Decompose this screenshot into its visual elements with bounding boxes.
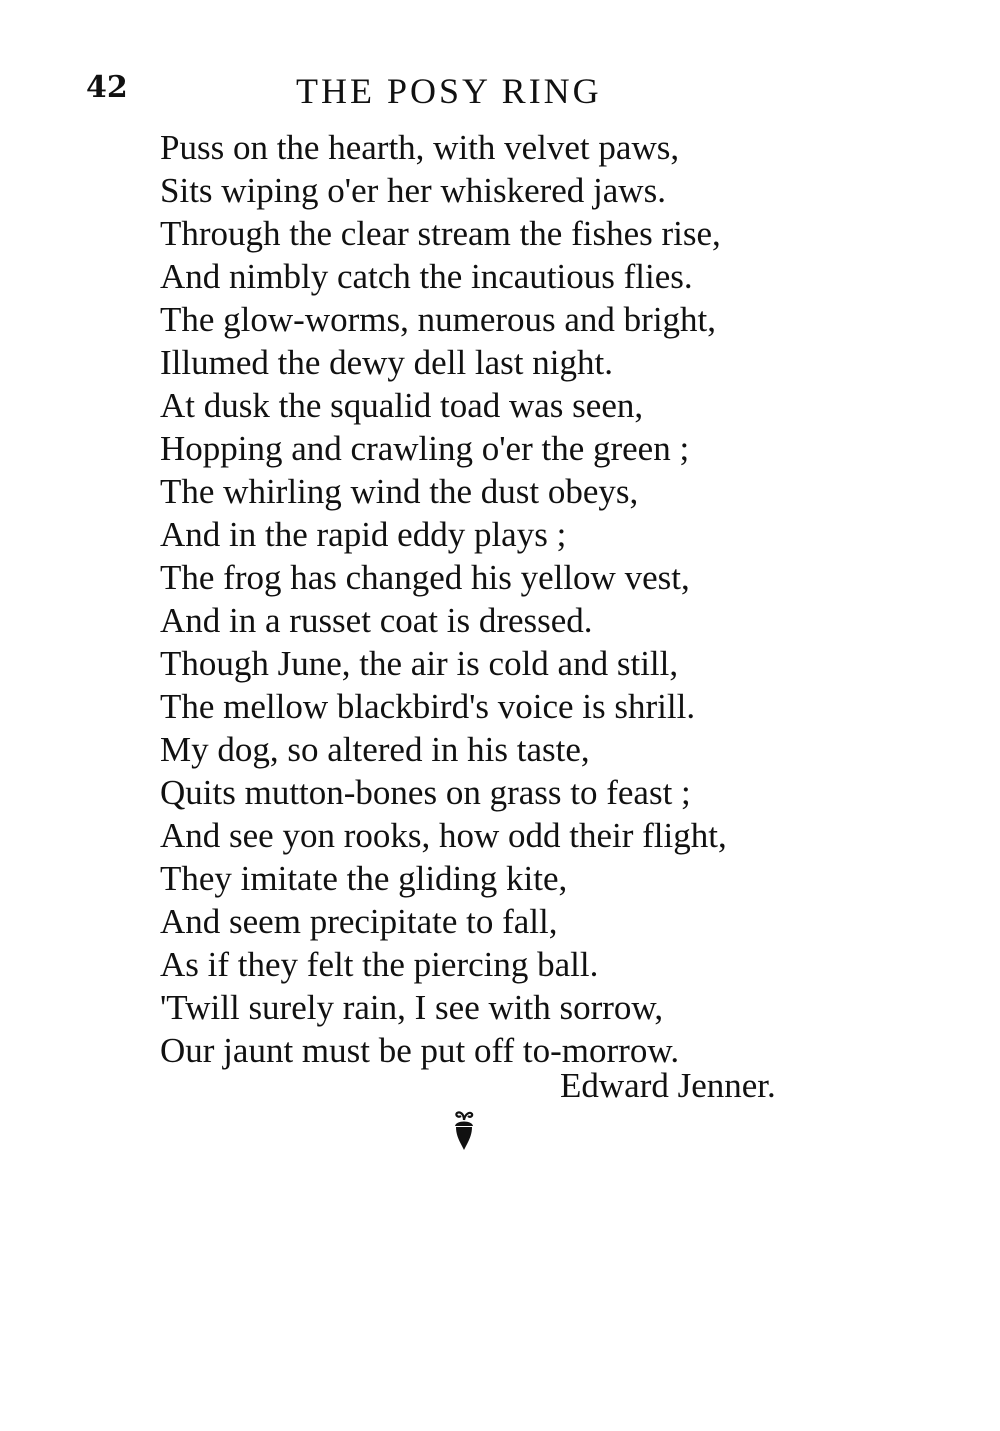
running-title: THE POSY RING: [296, 71, 602, 111]
poem-line: And nimbly catch the incautious flies.: [160, 257, 693, 296]
poem-line: And see yon rooks, how odd their flight,: [160, 816, 727, 855]
poem-line: Through the clear stream the fishes rise,: [160, 214, 721, 253]
poem-line: And seem precipitate to fall,: [160, 902, 558, 941]
poem-line: The whirling wind the dust obeys,: [160, 472, 639, 511]
acorn-fleuron-icon: [450, 1108, 478, 1152]
poem-line: Puss on the hearth, with velvet paws,: [160, 128, 680, 167]
page-number: 42: [86, 70, 128, 105]
poem-line: As if they felt the piercing ball.: [160, 945, 599, 984]
poem-author: Edward Jenner.: [560, 1066, 776, 1105]
poem-line: At dusk the squalid toad was seen,: [160, 386, 644, 425]
poem: [160, 126, 727, 1072]
poem-line: Our jaunt must be put off to-morrow.: [160, 1031, 680, 1070]
poem-line: The glow-worms, numerous and bright,: [160, 300, 717, 339]
poem-line: Illumed the dewy dell last night.: [160, 343, 613, 382]
poem-line: The mellow blackbird's voice is shrill.: [160, 687, 696, 726]
poem-line: They imitate the gliding kite,: [160, 859, 568, 898]
poem-line: My dog, so altered in his taste,: [160, 730, 590, 769]
poem-line: Quits mutton-bones on grass to feast ;: [160, 773, 691, 812]
poem-line: The frog has changed his yellow vest,: [160, 558, 690, 597]
poem-line: Though June, the air is cold and still,: [160, 644, 679, 683]
poem-line: And in the rapid eddy plays ;: [160, 515, 567, 554]
poem-line: Hopping and crawling o'er the green ;: [160, 429, 690, 468]
poem-line: And in a russet coat is dressed.: [160, 601, 593, 640]
poem-line: Sits wiping o'er her whiskered jaws.: [160, 171, 666, 210]
poem-line: 'Twill surely rain, I see with sorrow,: [160, 988, 664, 1027]
